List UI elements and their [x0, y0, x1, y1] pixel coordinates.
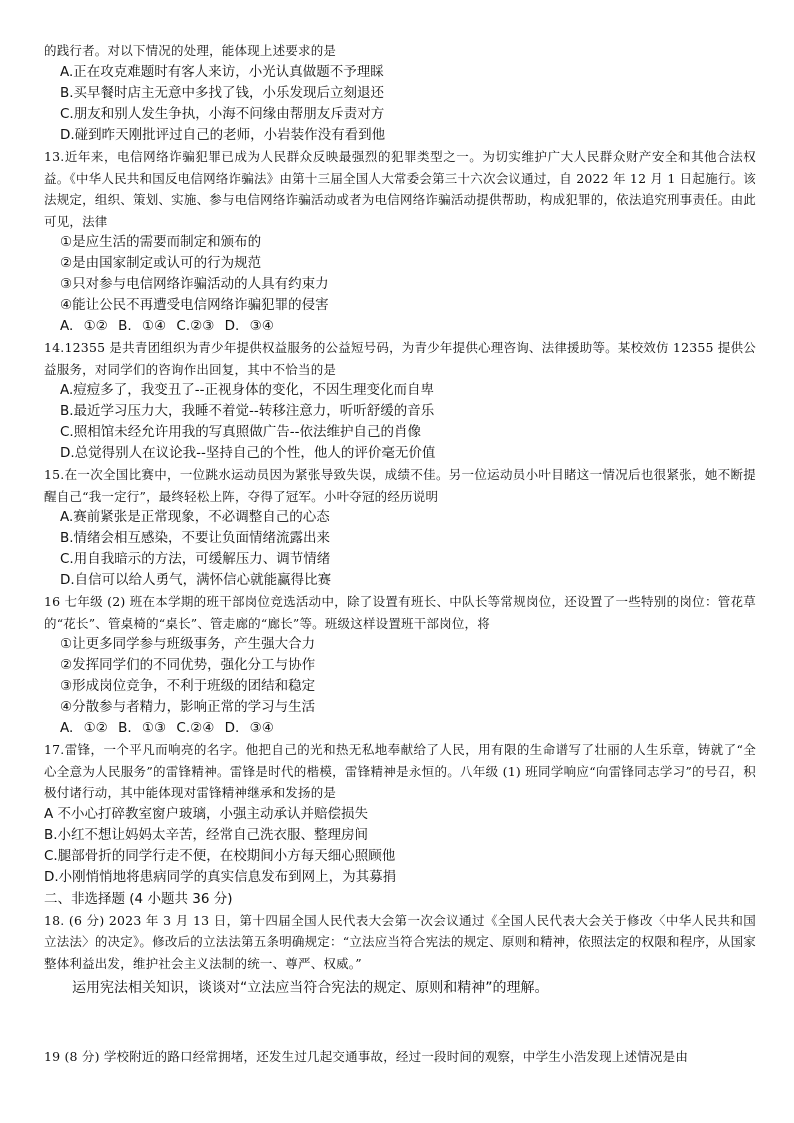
option-c: C.朋友和别人发生争执，小海不问缘由帮朋友斥责对方 [60, 106, 385, 122]
question-stem: 的践行者。对以下情况的处理，能体现上述要求的是 [44, 43, 337, 58]
option-a: A.痘痘多了，我变丑了--正视身体的变化，不因生理变化而自卑 [60, 382, 435, 398]
question-14 [44, 337, 756, 464]
answer-choices: A. ①② B. ①③ C.②④ D. ③④ [60, 720, 274, 736]
option-d: D.总觉得别人在议论我--坚持自己的个性，他人的评价毫无价值 [60, 445, 436, 461]
option-a: A.赛前紧张是正常现象，不必调整自己的心态 [60, 509, 330, 525]
exam-page [44, 40, 756, 1000]
option-a: A 不小心打碎教室窗户玻璃，小强主动承认并赔偿损失 [44, 805, 369, 822]
question-13 [44, 146, 756, 337]
section-heading: 二、非选择题 (4 小题共 36 分) [44, 890, 233, 907]
question-stem: 19 (8 分) 学校附近的路口经常拥堵，还发生过几起交通事故，经过一段时间的观察，中学生小浩发现上述情况是由 [44, 1049, 689, 1064]
question-19 [44, 1046, 756, 1068]
option-b: B.最近学习压力大，我睡不着觉--转移注意力，听听舒缓的音乐 [60, 403, 435, 419]
item-1: ①让更多同学参与班级事务，产生强大合力 [60, 636, 316, 652]
question-task: 运用宪法相关知识，谈谈对“立法应当符合宪法的规定、原则和精神”的理解。 [72, 980, 549, 996]
question-stem: 15.在一次全国比赛中，一位跳水运动员因为紧张导致失误，成绩不佳。另一位运动员小叶目睹这一情况后也很紧张，她不断提醒自己“我一定行”，最终轻松上阵，夺得了冠军。小叶夺冠的经历说明 [44, 467, 756, 504]
option-b: B.小红不想让妈妈太辛苦，经常自己洗衣服、整理房间 [44, 826, 369, 843]
item-1: ①是应生活的需要而制定和颁布的 [60, 234, 262, 250]
item-4: ④分散参与者精力，影响正常的学习与生活 [60, 699, 316, 715]
question-stem: 16 七年级 (2) 班在本学期的班干部岗位竞选活动中，除了设置有班长、中队长等常规岗位，还设置了一些特别的岗位：管花草的“花长”、管桌椅的“桌长”、管走廊的“廊长”等。班级这样设置班干部岗位，将 [44, 594, 756, 631]
option-c: C.用自我暗示的方法，可缓解压力、调节情绪 [60, 551, 331, 567]
item-2: ②发挥同学们的不同优势，强化分工与协作 [60, 657, 316, 673]
question-stem: 18. (6 分) 2023 年 3 月 13 日，第十四届全国人民代表大会第一次会议通过《全国人民代表大会关于修改〈中华人民共和国立法法〉的决定》。修改后的立法法第五条明确规定：“立法应当符合宪法的规定、原则和精神，依照法定的权限和程序，从国家整体利益出发，维护社会主义法制的统一、尊严、权威。” [44, 912, 756, 971]
carry-over-question [44, 40, 756, 146]
item-2: ②是由国家制定或认可的行为规范 [60, 255, 262, 271]
item-4: ④能让公民不再遭受电信网络诈骗犯罪的侵害 [60, 297, 329, 313]
item-3: ③只对参与电信网络诈骗活动的人具有约束力 [60, 276, 329, 292]
question-stem: 17.雷锋，一个平凡而响亮的名字。他把自己的光和热无私地奉献给了人民，用有限的生命谱写了壮丽的人生乐章，铸就了“全心全意为人民服务”的雷锋精神。雷锋是时代的楷模，雷锋精神是永恒的。八年级 (1) 班同学响应“向雷锋同志学习”的号召，积极付诸行动，其中能体现对雷锋精神继承和发扬的是 [44, 742, 756, 800]
option-d: D.碰到昨天刚批评过自己的老师，小岩装作没有看到他 [60, 127, 386, 143]
question-15 [44, 464, 756, 591]
question-stem: 13.近年来，电信网络诈骗犯罪已成为人民群众反映最强烈的犯罪类型之一。为切实维护广大人民群众财产安全和其他合法权益。《中华人民共和国反电信网络诈骗法》由第十三届全国人大常委会第三十六次会议通过，自 2022 年 12 月 1 日起施行。该法规定，组织、策划、实施、参与电信网络诈骗活动或者为电信网络诈骗活动提供帮助，构成犯罪的，依法追究刑事责任。由此可见，法律 [44, 149, 756, 229]
item-3: ③形成岗位竞争，不利于班级的团结和稳定 [60, 678, 316, 694]
option-b: B.情绪会相互感染，不要让负面情绪流露出来 [60, 530, 331, 546]
option-d: D.小刚悄悄地将患病同学的真实信息发布到网上，为其募捐 [44, 868, 397, 885]
option-d: D.自信可以给人勇气，满怀信心就能赢得比赛 [60, 572, 332, 588]
question-18 [44, 910, 756, 1001]
option-b: B.买早餐时店主无意中多找了钱，小乐发现后立刻退还 [60, 85, 385, 101]
option-a: A.正在攻克难题时有客人来访，小光认真做题不予理睬 [60, 64, 384, 80]
option-c: C.腿部骨折的同学行走不便，在校期间小方每天细心照顾他 [44, 847, 396, 864]
question-stem: 14.12355 是共青团组织为青少年提供权益服务的公益短号码，为青少年提供心理咨询、法律援助等。某校效仿 12355 提供公益服务，对同学们的咨询作出回复，其中不恰当的是 [44, 340, 756, 377]
option-c: C.照相馆未经允许用我的写真照做广告--依法维护自己的肖像 [60, 424, 421, 440]
answer-choices: A. ①② B. ①④ C.②③ D. ③④ [60, 318, 274, 334]
question-16 [44, 591, 756, 739]
question-17 [44, 739, 756, 888]
